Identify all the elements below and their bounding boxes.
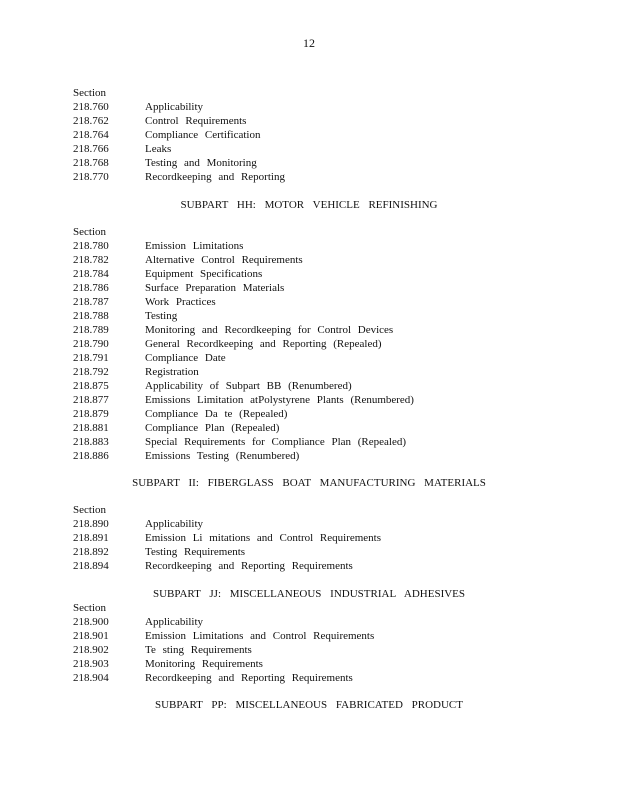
subpart-heading-jj: SUBPART JJ: MISCELLANEOUS INDUSTRIAL ADHESIVES [152, 588, 466, 600]
subpart-heading-ii: SUBPART II: FIBERGLASS BOAT MANUFACTURING MATERIALS [132, 477, 486, 489]
page-number: 12 [303, 36, 315, 50]
subpart-heading-hh: SUBPART HH: MOTOR VEHICLE REFINISHING [180, 199, 438, 211]
subpart-heading-pp: SUBPART PP: MISCELLANEOUS FABRICATED PRODUCT [155, 699, 463, 711]
